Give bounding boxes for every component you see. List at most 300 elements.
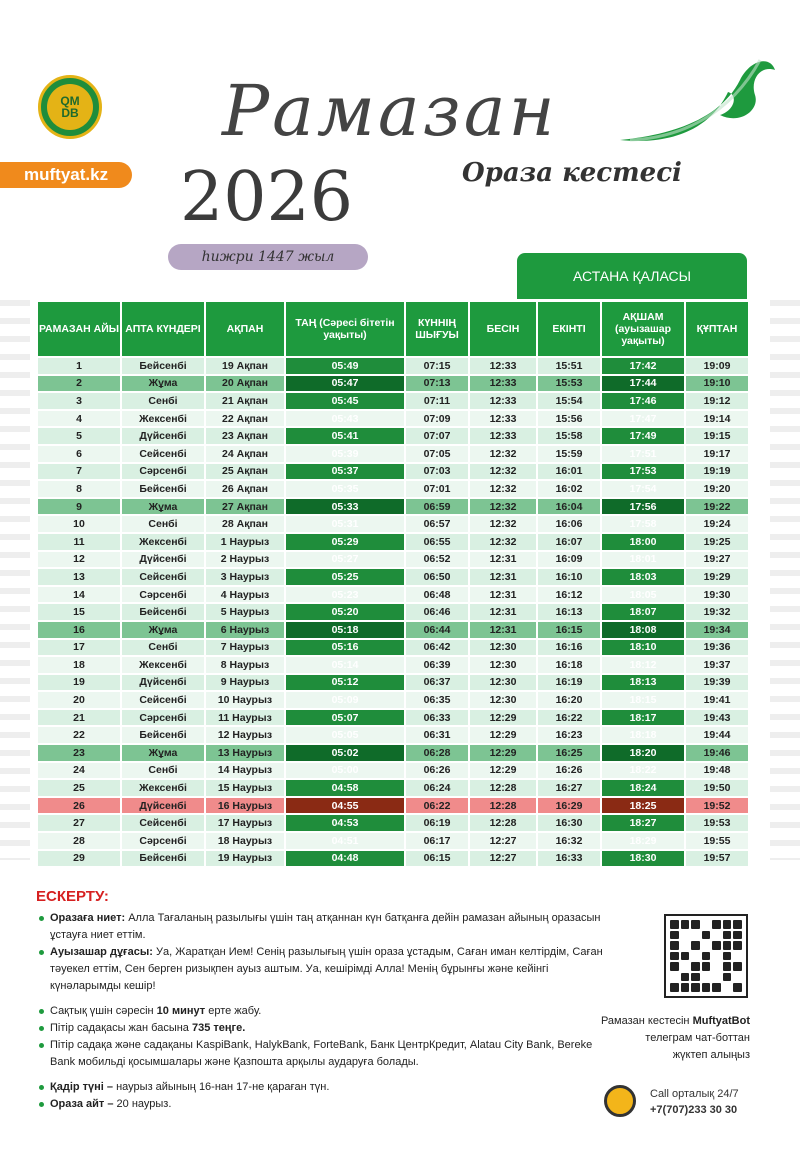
table-cell: Бейсенбі [121,357,205,375]
table-cell: 25 Ақпан [205,463,285,481]
table-cell: Сейсенбі [121,445,205,463]
right-ornament [770,300,800,860]
call-label: Call орталық 24/7 [650,1088,739,1100]
table-cell: 16 [37,621,121,639]
table-cell: 05:37 [285,463,405,481]
table-cell: 12:31 [469,551,537,569]
table-cell: Дүйсенбі [121,797,205,815]
table-cell: 18:07 [601,603,685,621]
table-cell: 05:18 [285,621,405,639]
table-cell: 6 [37,445,121,463]
table-cell: 05:12 [285,674,405,692]
table-cell: 06:55 [405,533,469,551]
table-cell: 18:22 [601,762,685,780]
table-cell: 22 [37,726,121,744]
table-cell: 12 Наурыз [205,726,285,744]
table-cell: 15:59 [537,445,601,463]
table-cell: 5 [37,427,121,445]
table-cell: 04:58 [285,779,405,797]
table-cell: 11 Наурыз [205,709,285,727]
table-cell: 8 Наурыз [205,656,285,674]
table-cell: 12:31 [469,603,537,621]
table-cell: 07:03 [405,463,469,481]
table-cell: 05:20 [285,603,405,621]
table-cell: 05:47 [285,375,405,393]
table-cell: 18:24 [601,779,685,797]
table-cell: 17:53 [601,463,685,481]
table-cell: 12:29 [469,726,537,744]
table-cell: 17 Наурыз [205,814,285,832]
table-cell: 15 Наурыз [205,779,285,797]
year: 2026 [180,158,354,237]
table-row [37,744,749,762]
table-cell: 3 [37,392,121,410]
left-ornament [0,300,30,860]
table-cell: 16:16 [537,639,601,657]
table-cell: 19:53 [685,814,749,832]
table-cell: 05:16 [285,639,405,657]
qr-code[interactable] [664,914,748,998]
table-cell: 06:59 [405,498,469,516]
table-cell: 18 Наурыз [205,832,285,850]
table-row [37,656,749,674]
table-cell: 12:33 [469,410,537,428]
table-cell: 05:07 [285,709,405,727]
table-cell: 19:34 [685,621,749,639]
table-cell: 12:29 [469,744,537,762]
table-cell: 12:31 [469,568,537,586]
table-row [37,498,749,516]
table-cell: 20 Ақпан [205,375,285,393]
table-row [37,375,749,393]
table-cell: 19:48 [685,762,749,780]
table-cell: Сейсенбі [121,568,205,586]
table-cell: 25 [37,779,121,797]
table-cell: Сенбі [121,639,205,657]
table-cell: 12:28 [469,814,537,832]
table-cell: 15:58 [537,427,601,445]
table-row [37,691,749,709]
table-cell: 16:26 [537,762,601,780]
table-cell: 28 [37,832,121,850]
call-center[interactable] [650,1086,739,1118]
table-cell: 12:31 [469,586,537,604]
table-cell: 18:01 [601,551,685,569]
bot-info: Рамазан кестесін MuftyatBot телеграм чат-боттан жүктеп алыңыз [600,1015,750,1061]
table-cell: Дүйсенбі [121,674,205,692]
table-cell: 8 [37,480,121,498]
table-cell: 18:10 [601,639,685,657]
logo-text-bottom: DB [61,106,79,120]
table-cell: 18:05 [601,586,685,604]
table-row [37,410,749,428]
table-cell: 18:30 [601,850,685,868]
table-cell: 6 Наурыз [205,621,285,639]
table-cell: 15:53 [537,375,601,393]
table-cell: 7 Наурыз [205,639,285,657]
note-dua: Ауызашар дұғасы: Уа, Жаратқан Ием! Сенің разылығың үшін ораза ұстадым, Саған иман келтірдім, Саған тәуекел еттім, Сен берген ризықпен ауыз аштым. Уа, кешірімді Алла! Менің бұрынғы және кейінгі күнәларымды кешір! [38,944,608,995]
table-cell: 19 [37,674,121,692]
table-cell: 06:48 [405,586,469,604]
table-cell: 16:29 [537,797,601,815]
table-cell: 07:09 [405,410,469,428]
table-cell: 05:23 [285,586,405,604]
table-cell: 05:33 [285,498,405,516]
table-cell: 12:30 [469,639,537,657]
table-row [37,762,749,780]
table-cell: 12:30 [469,691,537,709]
table-cell: 1 [37,357,121,375]
table-cell: 22 Ақпан [205,410,285,428]
table-cell: 10 [37,515,121,533]
table-cell: 19:44 [685,726,749,744]
table-cell: 16:30 [537,814,601,832]
table-cell: 05:05 [285,726,405,744]
table-cell: Дүйсенбі [121,551,205,569]
table-cell: 19:46 [685,744,749,762]
column-header: РАМАЗАН АЙЫ [37,301,121,357]
table-cell: 4 Наурыз [205,586,285,604]
table-cell: 19:15 [685,427,749,445]
table-cell: Жексенбі [121,656,205,674]
table-cell: 19 Ақпан [205,357,285,375]
table-cell: 18:20 [601,744,685,762]
table-cell: 27 Ақпан [205,498,285,516]
table-cell: 12:27 [469,832,537,850]
table-cell: 1 Наурыз [205,533,285,551]
table-cell: 20 [37,691,121,709]
table-cell: 14 [37,586,121,604]
table-cell: 06:44 [405,621,469,639]
table-cell: 19:12 [685,392,749,410]
table-cell: 04:48 [285,850,405,868]
table-cell: 17:44 [601,375,685,393]
table-cell: 19 Наурыз [205,850,285,868]
table-cell: 19:22 [685,498,749,516]
table-cell: 17 [37,639,121,657]
table-cell: Сейсенбі [121,814,205,832]
note-banks: Пітір садақа және садақаны KaspiBank, HalykBank, ForteBank, Банк ЦентрКредит, Alatau City Bank, Bereke Bank мобильді қосымшалары және Қазпошта арқылы аударуға болады. [38,1037,608,1071]
table-cell: Бейсенбі [121,850,205,868]
table-cell: 4 [37,410,121,428]
table-cell: 18:27 [601,814,685,832]
table-cell: 18:13 [601,674,685,692]
table-row [37,586,749,604]
table-row [37,568,749,586]
table-cell: 16:19 [537,674,601,692]
table-row [37,603,749,621]
table-cell: 12:32 [469,533,537,551]
table-cell: 05:35 [285,480,405,498]
table-cell: 19:29 [685,568,749,586]
column-header: АПТА КҮНДЕРІ [121,301,205,357]
table-cell: 17:42 [601,357,685,375]
table-cell: 19:36 [685,639,749,657]
table-cell: 04:53 [285,814,405,832]
table-cell: 16:01 [537,463,601,481]
column-header: ЕКІНТІ [537,301,601,357]
table-cell: 12:32 [469,480,537,498]
table-cell: 9 Наурыз [205,674,285,692]
table-row [37,551,749,569]
table-cell: 19:27 [685,551,749,569]
table-cell: 19:32 [685,603,749,621]
note-qadir: Қадір түні – наурыз айының 16-нан 17-не қараған түн. [38,1079,608,1096]
table-cell: 17:46 [601,392,685,410]
table-cell: Жұма [121,375,205,393]
table-cell: 05:45 [285,392,405,410]
table-cell: 19:19 [685,463,749,481]
table-cell: 05:41 [285,427,405,445]
column-header: ТАҢ (Сәресі бітетін уақыты) [285,301,405,357]
table-cell: 19:30 [685,586,749,604]
column-header: АҚШАМ (ауызашар уақыты) [601,301,685,357]
table-cell: 06:22 [405,797,469,815]
table-row [37,463,749,481]
table-cell: 06:15 [405,850,469,868]
table-cell: 16:04 [537,498,601,516]
city-tab: АСТАНА ҚАЛАСЫ [517,253,747,299]
table-cell: 06:26 [405,762,469,780]
table-cell: 06:37 [405,674,469,692]
leaf-ornament [610,40,780,160]
note-ait: Ораза айт – 20 наурыз. [38,1096,608,1113]
page-title: Рамазан [222,70,558,152]
table-cell: 18:17 [601,709,685,727]
table-cell: 06:35 [405,691,469,709]
table-row [37,427,749,445]
note-niyet: Оразаға ниет: Алла Тағаланың разылығы үшін таң атқаннан күн батқанға дейін рамазан айының оразасын ұстауға ниет еттім. [38,910,608,944]
table-cell: 05:43 [285,410,405,428]
table-cell: Бейсенбі [121,603,205,621]
table-cell: 06:17 [405,832,469,850]
table-cell: 12 [37,551,121,569]
table-cell: 19:55 [685,832,749,850]
table-cell: 12:33 [469,392,537,410]
table-cell: 15 [37,603,121,621]
table-row [37,533,749,551]
table-cell: 05:31 [285,515,405,533]
table-cell: 15:51 [537,357,601,375]
table-cell: 19:10 [685,375,749,393]
table-cell: 12:32 [469,498,537,516]
table-cell: 13 Наурыз [205,744,285,762]
table-cell: 12:33 [469,427,537,445]
table-cell: 19:52 [685,797,749,815]
table-row [37,709,749,727]
table-cell: 19:09 [685,357,749,375]
table-cell: 12:32 [469,445,537,463]
table-cell: 16:07 [537,533,601,551]
table-cell: 12:29 [469,762,537,780]
table-cell: 16:06 [537,515,601,533]
table-cell: 10 Наурыз [205,691,285,709]
table-cell: 17:49 [601,427,685,445]
table-row [37,445,749,463]
table-cell: Жексенбі [121,410,205,428]
table-cell: 7 [37,463,121,481]
table-cell: 24 Ақпан [205,445,285,463]
table-cell: 17:58 [601,515,685,533]
table-row [37,832,749,850]
table-cell: 07:01 [405,480,469,498]
table-cell: 12:32 [469,463,537,481]
table-cell: 17:47 [601,410,685,428]
table-cell: 18:15 [601,691,685,709]
table-cell: 23 Ақпан [205,427,285,445]
table-row [37,639,749,657]
table-cell: 07:15 [405,357,469,375]
table-cell: 19:25 [685,533,749,551]
headset-icon [604,1085,636,1117]
table-cell: 05:14 [285,656,405,674]
table-cell: 12:27 [469,850,537,868]
table-row [37,850,749,868]
column-header: БЕСІН [469,301,537,357]
column-header: ҚҰПТАН [685,301,749,357]
table-cell: 06:24 [405,779,469,797]
table-body [37,357,749,867]
table-cell: 16 Наурыз [205,797,285,815]
table-cell: 18:12 [601,656,685,674]
table-cell: 12:32 [469,515,537,533]
notes-title: ЕСКЕРТУ: [36,888,109,905]
table-cell: 14 Наурыз [205,762,285,780]
table-row [37,797,749,815]
table-cell: 06:42 [405,639,469,657]
table-cell: 05:25 [285,568,405,586]
call-phone[interactable]: +7(707)233 30 30 [650,1104,738,1116]
table-cell: 17:51 [601,445,685,463]
table-cell: Жексенбі [121,533,205,551]
subtitle: Ораза кестесі [462,158,682,188]
table-cell: 24 [37,762,121,780]
table-row [37,814,749,832]
table-cell: 19:43 [685,709,749,727]
table-cell: 19:14 [685,410,749,428]
table-cell: 06:46 [405,603,469,621]
table-cell: 12:29 [469,709,537,727]
note-fitr: Пітір садақасы жан басына 735 теңге. [38,1020,608,1037]
table-cell: 11 [37,533,121,551]
table-cell: 06:57 [405,515,469,533]
table-cell: 29 [37,850,121,868]
logo-text-top: QM [60,94,80,108]
table-cell: 15:54 [537,392,601,410]
table-cell: 18:00 [601,533,685,551]
table-cell: 05:02 [285,744,405,762]
table-cell: 21 [37,709,121,727]
table-cell: 19:57 [685,850,749,868]
table-cell: 16:15 [537,621,601,639]
table-cell: Бейсенбі [121,480,205,498]
table-cell: 19:39 [685,674,749,692]
table-cell: 17:54 [601,480,685,498]
table-cell: 05:49 [285,357,405,375]
table-cell: Бейсенбі [121,726,205,744]
table-cell: 16:13 [537,603,601,621]
table-cell: 07:05 [405,445,469,463]
table-cell: 19:24 [685,515,749,533]
table-cell: 04:55 [285,797,405,815]
schedule-table [36,300,750,868]
table-row [37,357,749,375]
table-cell: 13 [37,568,121,586]
table-cell: 05:27 [285,551,405,569]
table-cell: 06:52 [405,551,469,569]
table-cell: 12:30 [469,656,537,674]
notes-list [38,910,608,1113]
table-cell: 06:33 [405,709,469,727]
table-cell: 19:41 [685,691,749,709]
table-cell: 19:50 [685,779,749,797]
table-cell: 9 [37,498,121,516]
table-cell: 16:18 [537,656,601,674]
table-cell: 21 Ақпан [205,392,285,410]
table-cell: Жұма [121,498,205,516]
table-cell: 18:03 [601,568,685,586]
table-cell: 19:20 [685,480,749,498]
table-cell: Сенбі [121,762,205,780]
table-cell: 18:08 [601,621,685,639]
table-cell: 07:13 [405,375,469,393]
table-cell: 06:19 [405,814,469,832]
table-cell: 19:17 [685,445,749,463]
table-row [37,515,749,533]
table-cell: 16:10 [537,568,601,586]
table-row [37,480,749,498]
table-cell: 26 [37,797,121,815]
table-cell: 19:37 [685,656,749,674]
table-cell: 23 [37,744,121,762]
table-cell: 3 Наурыз [205,568,285,586]
table-cell: 06:39 [405,656,469,674]
table-cell: 16:25 [537,744,601,762]
table-cell: 12:33 [469,375,537,393]
muftyat-logo [38,75,102,139]
table-cell: Сәрсенбі [121,832,205,850]
column-header: АҚПАН [205,301,285,357]
table-cell: Сәрсенбі [121,586,205,604]
table-cell: 28 Ақпан [205,515,285,533]
table-cell: Сейсенбі [121,691,205,709]
table-cell: 18:18 [601,726,685,744]
table-cell: Жексенбі [121,779,205,797]
table-cell: Сенбі [121,515,205,533]
table-cell: 16:27 [537,779,601,797]
table-cell: 16:12 [537,586,601,604]
table-cell: 16:32 [537,832,601,850]
table-cell: 16:20 [537,691,601,709]
table-cell: 12:31 [469,621,537,639]
table-cell: 05:09 [285,691,405,709]
table-cell: Сәрсенбі [121,463,205,481]
table-cell: 2 [37,375,121,393]
table-cell: 12:30 [469,674,537,692]
table-cell: 12:28 [469,797,537,815]
site-badge[interactable]: muftyat.kz [0,162,132,188]
table-cell: 16:23 [537,726,601,744]
table-cell: 12:28 [469,779,537,797]
table-cell: Дүйсенбі [121,427,205,445]
table-cell: 18:29 [601,832,685,850]
table-cell: 18 [37,656,121,674]
table-row [37,392,749,410]
column-header: КҮННІҢ ШЫҒУЫ [405,301,469,357]
table-row [37,674,749,692]
note-saresi: Сақтық үшін сәресін 10 минут ерте жабу. [38,1003,608,1020]
table-cell: 05:29 [285,533,405,551]
